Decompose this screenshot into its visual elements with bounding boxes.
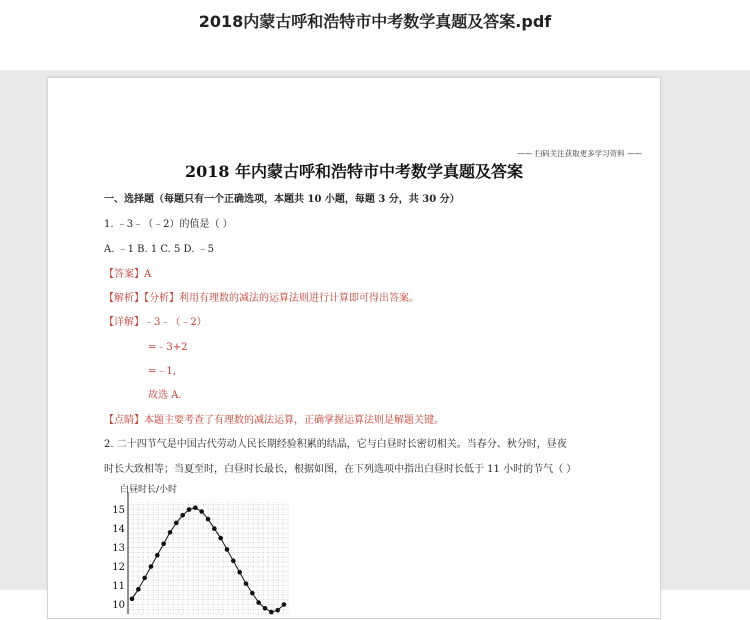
y-tick-label: 10 <box>112 600 125 612</box>
data-point <box>256 600 261 605</box>
data-point <box>149 564 154 569</box>
detail-line: 【详解】﹣3﹣（﹣2） <box>104 317 207 328</box>
viewer-header <box>0 0 750 70</box>
data-point <box>231 559 236 564</box>
data-point <box>250 591 255 596</box>
chart-title: 白昼时长/小时 <box>120 485 178 495</box>
data-point <box>282 602 287 607</box>
data-point <box>187 507 192 512</box>
solution-step-2: =﹣1, <box>148 366 176 377</box>
question-1-options: A. ﹣1 B. 1 C. 5 D. ﹣5 <box>104 244 214 255</box>
document-title: 2018 年内蒙古呼和浩特市中考数学真题及答案 <box>184 162 524 181</box>
remark-line: 【点睛】本题主要考查了有理数的减法运算，正确掌握运算法则是解题关键。 <box>104 415 444 426</box>
data-point <box>199 509 204 514</box>
y-tick-label: 13 <box>112 543 125 555</box>
data-point <box>218 536 223 541</box>
data-point <box>269 610 274 615</box>
data-point <box>136 587 141 592</box>
y-tick-label: 14 <box>112 524 125 536</box>
solution-step-3: 故选 A. <box>148 390 182 401</box>
analysis-line: 【解析】【分析】利用有理数的减法的运算法则进行计算即可得出答案。 <box>104 293 419 304</box>
section-heading: 一、选择题（每题只有一个正确选项，本题共 10 小题，每题 3 分，共 30 分） <box>104 194 460 205</box>
data-point <box>237 570 242 575</box>
question-1: 1. ﹣3﹣（﹣2）的值是（ ） <box>104 219 233 230</box>
data-point <box>180 513 185 518</box>
data-point <box>168 530 173 535</box>
scan-tag: —— 扫码关注获取更多学习资料 —— <box>517 149 642 158</box>
data-point <box>263 606 268 611</box>
data-point <box>275 608 280 613</box>
data-point <box>142 576 147 581</box>
data-point <box>244 581 249 586</box>
answer-line: 【答案】A <box>104 269 152 280</box>
data-point <box>161 541 166 546</box>
daylight-chart <box>104 480 344 620</box>
solution-step-1: =﹣3+2 <box>148 342 188 353</box>
file-title: 2018内蒙古呼和浩特市中考数学真题及答案.pdf <box>198 12 552 31</box>
data-point <box>206 517 211 522</box>
y-tick-label: 15 <box>112 505 125 517</box>
pdf-page <box>47 77 661 619</box>
question-2-line-2: 时长大致相等；当夏至时，白昼时长最长，根据如图，在下列选项中指出白昼时长低于 11 小时的节气（ ） <box>104 464 577 475</box>
y-tick-label: 12 <box>112 562 125 574</box>
data-point <box>174 521 179 526</box>
y-tick-label: 11 <box>112 581 125 593</box>
question-2-line-1: 2. 二十四节气是中国古代劳动人民长期经验积累的结晶，它与白昼时长密切相关。当春分、秋分时，昼夜 <box>104 439 567 450</box>
data-point <box>212 526 217 531</box>
data-point <box>193 505 198 510</box>
data-point <box>155 553 160 558</box>
data-point <box>225 547 230 552</box>
data-point <box>130 597 135 602</box>
